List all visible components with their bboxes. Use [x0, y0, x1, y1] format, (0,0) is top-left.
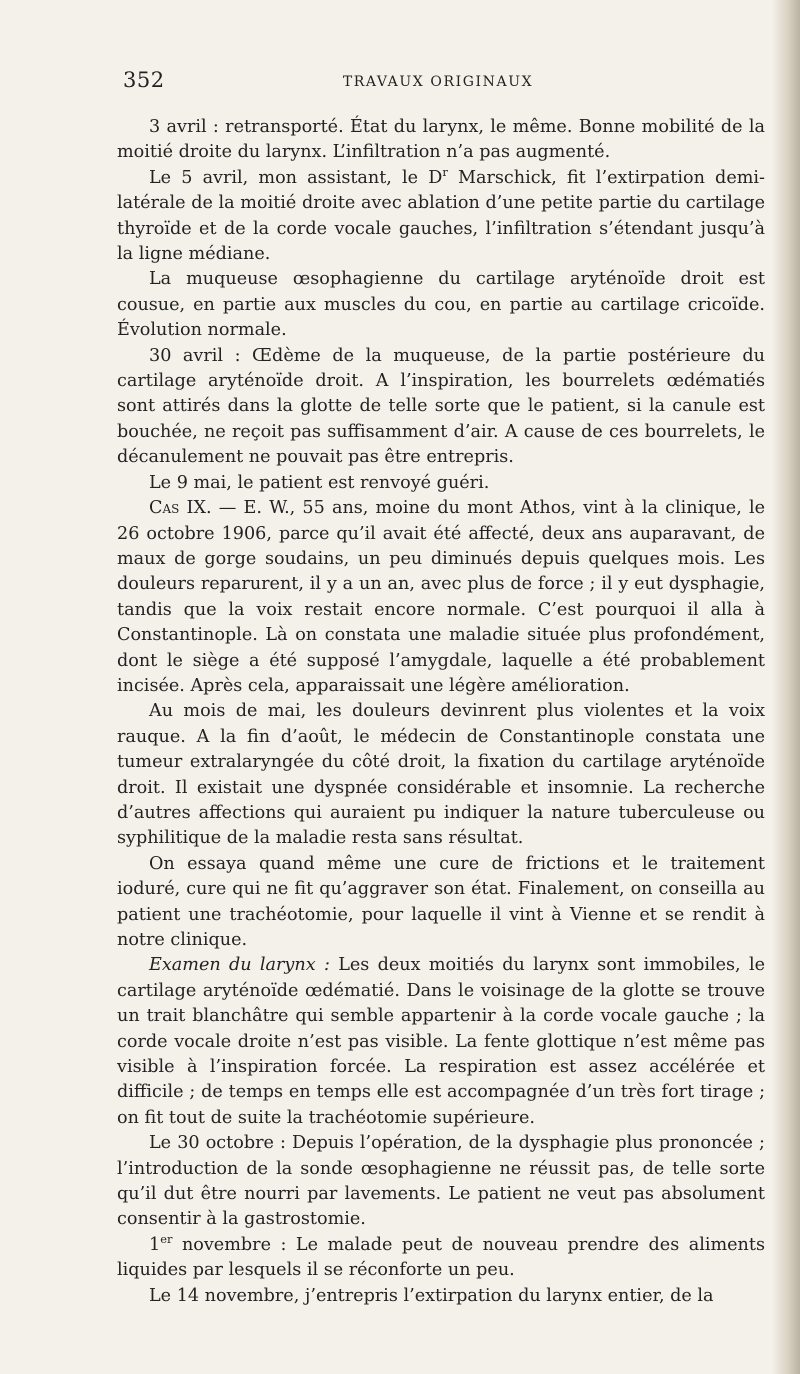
page-header	[123, 68, 753, 98]
paragraph-examen-larynx: Examen du larynx : Les deux moitiés du larynx sont immobiles, le cartilage aryténoïde œdématié. Dans le voisinage de la glotte se trouve un trait blanchâtre qui semble appartenir à la corde vocale gauche ; la corde vocale droite n’est pas visible. La fente glottique n’est même pas visible à l’inspiration forcée. La respiration est assez accélérée et difficile ; de temps en temps elle est accompagnée d’un très fort tirage ; on fit tout de suite la trachéotomie supérieure.	[117, 955, 766, 1128]
paragraph-1er-novembre: 1er novembre : Le malade peut de nouveau prendre des aliments liquides par lesquels il se réconforte un peu.	[117, 1232, 765, 1281]
paragraph-9-mai: Le 9 mai, le patient est renvoyé guéri.	[149, 472, 490, 493]
paragraph-30-octobre: Le 30 octobre : Depuis l’opération, de la dysphagie plus prononcée ; l’introduction de la sonde œsophagienne ne réussit pas, de telle sorte qu’il dut être nourri par lavements. Le patient ne veut pas absolument consentir à la gastrostomie.	[117, 1133, 765, 1230]
running-title: TRAVAUX ORIGINAUX	[342, 74, 534, 90]
paragraph-14-novembre: Le 14 novembre, j’entrepris l’extirpation du larynx entier, de la	[149, 1285, 714, 1306]
paragraph-muqueuse: La muqueuse œsophagienne du cartilage aryténoïde droit est cousue, en partie aux muscles du cou, en partie au cartilage cricoïde. Évolution normale.	[117, 269, 765, 341]
paragraph-cas-ix: Cas IX. — E. W., 55 ans, moine du mont Athos, vint à la clinique, le 26 octobre 1906, parce qu’il avait été affecté, deux ans auparavant, de maux de gorge soudains, un peu diminués depuis quelques mois. Les douleurs reparurent, il y a un an, avec plus de force ; il y eut dysphagie, tandis que la voix restait encore normale. C’est pourquoi il alla à Constantinople. Là on constata une maladie située plus profondément, dont le siège a été supposé l’amygdale, laquelle a été probablement incisée. Après cela, apparaissait une légère amélioration.	[117, 498, 765, 696]
case-label: Cas IX.	[149, 498, 212, 519]
superscript-r: r	[442, 164, 448, 179]
paragraph-cure-frictions: On essaya quand même une cure de frictions et le traitement ioduré, cure qui ne fit qu’aggraver son état. Finalement, on conseilla au patient une trachéotomie, pour laquelle il vint à Vienne et se rendit à notre clinique.	[117, 853, 765, 950]
paragraph-5-avril: Le 5 avril, mon assistant, le $D^r$ Marschick, fit l’extirpation demi-latérale de la moitié droite avec ablation d’une petite partie du cartilage thyroïde et de la corde vocale gauches, l’infiltration s’étendant jusqu’à la ligne médiane.	[117, 164, 765, 265]
paragraph-mois-de-mai: Au mois de mai, les douleurs devinrent plus violentes et la voix rauque. A la fin d’août, le médecin de Constantinople constata une tumeur extralaryngée du côté droit, la fixation du cartilage aryténoïde droit. Il existait une dyspnée considérable et insomnie. La recherche d’autres affections qui auraient pu indiquer la nature tuberculeuse ou syphilitique de la maladie resta sans résultat.	[117, 701, 765, 849]
page-number: 352	[123, 68, 165, 92]
superscript-er: er	[160, 1232, 173, 1247]
page-edge-shadow	[772, 0, 800, 1374]
body-text	[117, 115, 765, 1309]
paragraph-3-avril: 3 avril : retransporté. État du larynx, le même. Bonne mobilité de la moitié droite du larynx. L’infiltration n’a pas augmenté.	[117, 117, 765, 163]
paragraph-30-avril: 30 avril : Œdème de la muqueuse, de la partie postérieure du cartilage aryténoïde droit. A l’inspiration, les bourrelets œdématiés sont attirés dans la glotte de telle sorte que le patient, si la canule est bouchée, ne reçoit pas suffisamment d’air. A cause de ces bourrelets, le décanulement ne pouvait pas être entrepris.	[117, 345, 765, 468]
section-label: Examen du larynx :	[149, 955, 330, 976]
